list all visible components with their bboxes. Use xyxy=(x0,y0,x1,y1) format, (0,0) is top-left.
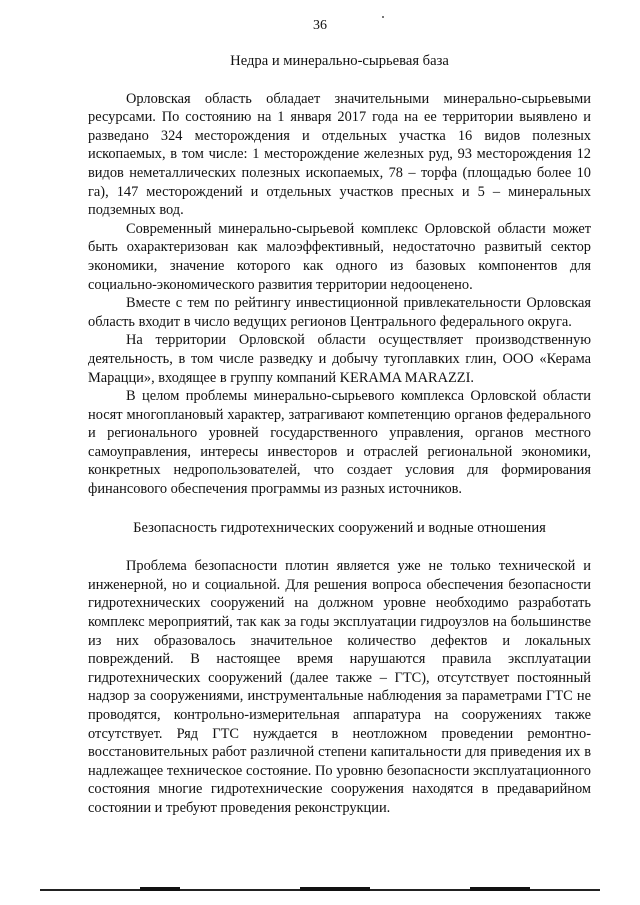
paragraph-investment-rating: Вместе с тем по рейтингу инвестиционной привлекательности Орловская область входит в число ведущих регионов Центрального федерального округа. xyxy=(88,295,591,330)
page-number: 36 xyxy=(313,18,327,33)
scan-bottom-mark xyxy=(470,887,530,891)
scan-bottom-mark xyxy=(140,887,180,891)
paragraph-dam-safety: Проблема безопасности плотин является уже не только технической и инженерной, но и социальной. Для решения вопроса обеспечения безопасности гидротехнических сооружений на должном уровне необходимо разработать комплекс мероприятий, так как за годы эксплуатации гидроузлов на большинстве из них образовалось значительное количество дефектов и локальных повреждений. В настоящее время нарушаются правила эксплуатации гидротехнических сооружений (далее также – ГТС), отсутствует постоянный надзор за сооружениями, инструментальные наблюдения за параметрами ГТС не проводятся, контрольно-измерительная аппаратура на сооружениях также отсутствует. Ряд ГТС нуждается в неотложном проведении ремонтно-восстановительных работ различной степени капитальности для приведения их в надлежащее техническое состояние. По уровню безопасности эксплуатационного состояния многие гидротехнические сооружения находятся в предаварийном состоянии и требуют проведения реконструкции. xyxy=(88,558,591,816)
section-title-mineral-resources: Недра и минерально-сырьевая база xyxy=(230,53,449,69)
paragraph-mineral-reserves: Орловская область обладает значительными минерально-сырьевыми ресурсами. По состоянию на 1 января 2017 года на ее территории выявлено и разведано 324 месторождения и отдельных участка 16 видов полезных ископаемых, в том числе: 1 месторождение железных руд, 93 месторождения 12 видов неметаллических полезных ископаемых, 78 – торфа (площадью более 10 га), 147 месторождений и отдельных участков пресных и 5 – минеральных подземных вод. xyxy=(88,90,591,219)
paragraph-mineral-problems: В целом проблемы минерально-сырьевого комплекса Орловской области носят многоплановый характер, затрагивают компетенцию органов федерального и регионального уровней государственного управления, органов местного самоуправления, интересы инвесторов и отраслей региональной экономики, конкретных недропользователей, что создает условия для формирования финансового обеспечения программы из разных источников. xyxy=(88,388,591,498)
document-body xyxy=(88,52,591,818)
scan-bottom-mark xyxy=(300,887,370,891)
paragraph-mineral-complex: Современный минерально-сырьевой комплекс Орловской области может быть охарактеризован как малоэффективный, недостаточно развитый сектор экономики, значение которого как одного из базовых компонентов для социально-экономического развития территории недооценено. xyxy=(88,220,591,293)
section-title-hydraulic-safety: Безопасность гидротехнических сооружений и водные отношения xyxy=(133,519,546,536)
paragraph-clay-production: На территории Орловской области осуществляет производственную деятельность, в том числе разведку и добычу тугоплавких глин, ООО «Керама Марацци», входящее в группу компаний KERAMA MARAZZI. xyxy=(88,332,591,386)
